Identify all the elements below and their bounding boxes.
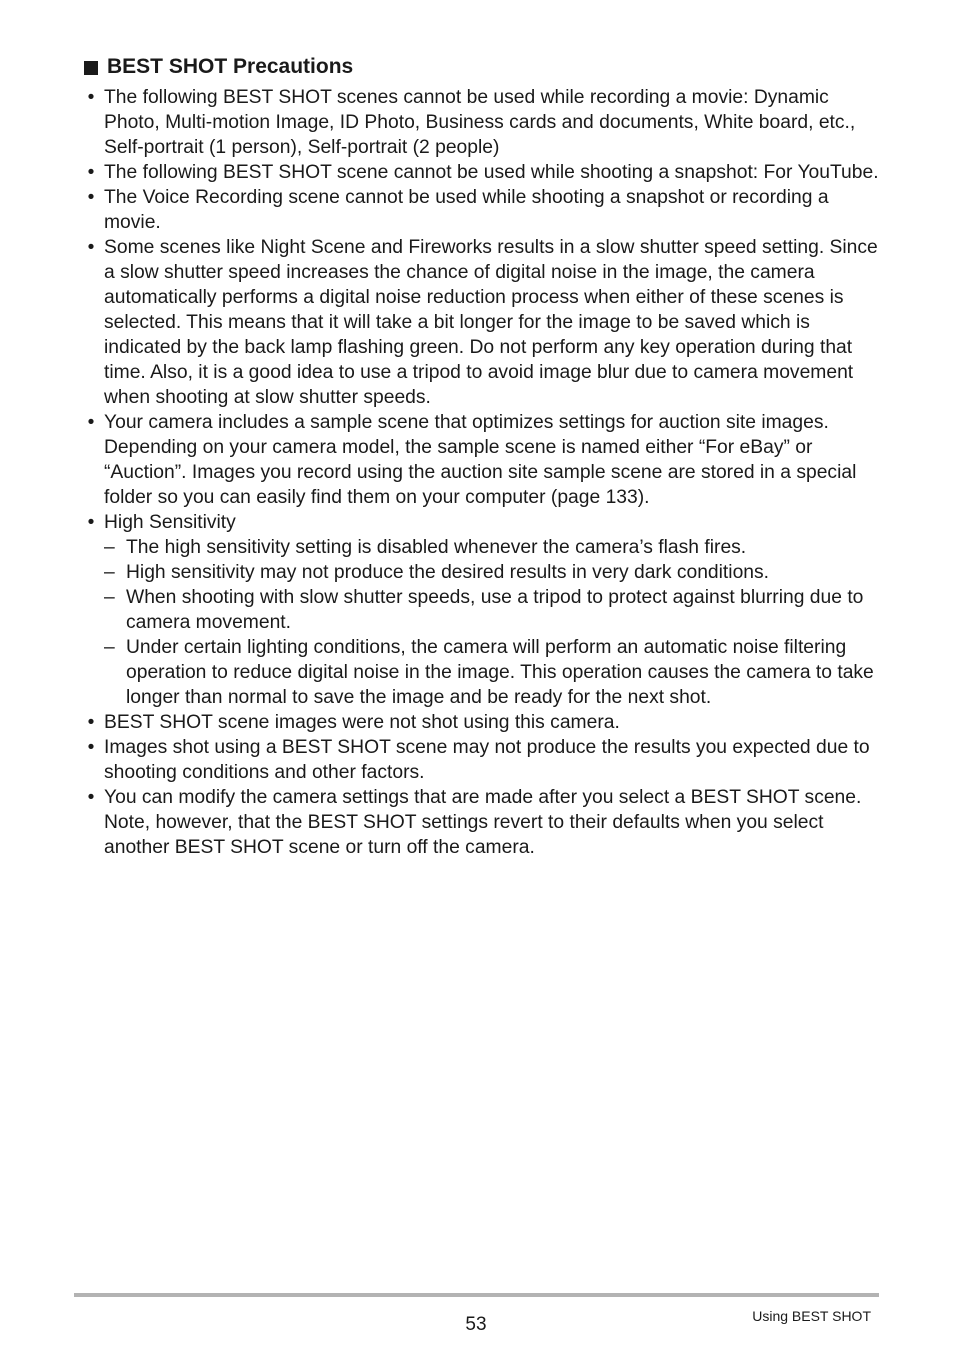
bullet-mark: •	[87, 162, 95, 183]
list-item	[84, 160, 884, 185]
bullet-mark: •	[87, 412, 95, 433]
bullet-mark: •	[87, 187, 95, 208]
footer-section-label: Using BEST SHOT	[752, 1308, 871, 1324]
section-heading	[84, 54, 353, 80]
dash-mark: –	[104, 537, 115, 558]
bullet-mark: •	[87, 237, 95, 258]
sub-list-item-text: Under certain lighting conditions, the camera will perform an automatic noise filtering operation to reduce digital noise in the image. This operation causes the camera to take longer than normal to save the image and be ready for the next shot.	[126, 637, 874, 708]
list-item-text: Some scenes like Night Scene and Fireworks results in a slow shutter speed setting. Since a slow shutter speed increases the chance of digital noise in the image, the camera automatically performs a digital noise reduction process when either of these scenes is selected. This means that it will take a bit longer for the image to be saved which is indicated by the back lamp flashing green. Do not perform any key operation during that time. Also, it is a good idea to use a tripod to avoid image blur due to camera movement when shooting at slow shutter speeds.	[104, 237, 878, 408]
list-item-text: High Sensitivity	[104, 512, 236, 533]
page-number: 53	[465, 1314, 487, 1335]
list-item	[84, 185, 884, 235]
list-item-high-sensitivity	[84, 510, 884, 535]
sub-list-item	[84, 535, 884, 560]
list-item-text: Images shot using a BEST SHOT scene may not produce the results you expected due to shooting conditions and other factors.	[104, 737, 870, 783]
dash-mark: –	[104, 587, 115, 608]
bullet-mark: •	[87, 787, 95, 808]
sub-list-item	[84, 585, 884, 635]
list-item	[84, 785, 884, 860]
footer-divider	[74, 1293, 879, 1297]
list-item-text: You can modify the camera settings that are made after you select a BEST SHOT scene. Note, however, that the BEST SHOT settings revert to their defaults when you select another BEST SHOT scene or turn off the camera.	[104, 787, 862, 858]
black-square-icon	[84, 61, 98, 75]
bullet-mark: •	[87, 87, 95, 108]
bullet-mark: •	[87, 737, 95, 758]
sub-list-item-text: When shooting with slow shutter speeds, use a tripod to protect against blurring due to camera movement.	[126, 587, 864, 633]
section-heading-text: BEST SHOT Precautions	[107, 55, 354, 78]
list-item	[84, 410, 884, 510]
precautions-list	[84, 85, 884, 860]
list-item-text: Your camera includes a sample scene that optimizes settings for auction site images. Depending on your camera model, the sample scene is named either “For eBay” or “Auction”. Images you record using the auction site sample scene are stored in a special folder so you can easily find them on your computer (page 133).	[104, 412, 857, 508]
sub-list-item-text: The high sensitivity setting is disabled whenever the camera’s flash fires.	[126, 537, 747, 558]
bullet-mark: •	[87, 512, 95, 533]
high-sensitivity-sublist	[84, 535, 884, 710]
list-item-text: The following BEST SHOT scene cannot be used while shooting a snapshot: For YouTube.	[104, 162, 879, 183]
sub-list-item	[84, 560, 884, 585]
list-item	[84, 85, 884, 160]
dash-mark: –	[104, 562, 115, 583]
list-item	[84, 235, 884, 410]
dash-mark: –	[104, 637, 115, 658]
sub-list-item	[84, 635, 884, 710]
list-item-text: The following BEST SHOT scenes cannot be used while recording a movie: Dynamic Photo, Multi-motion Image, ID Photo, Business cards and documents, White board, etc., Self-portrait (1 person), Self-portrait (2 people)	[104, 87, 856, 158]
list-item	[84, 710, 884, 735]
bullet-mark: •	[87, 712, 95, 733]
list-item-text: BEST SHOT scene images were not shot using this camera.	[104, 712, 620, 733]
sub-list-item-text: High sensitivity may not produce the desired results in very dark conditions.	[126, 562, 770, 583]
list-item	[84, 735, 884, 785]
list-item-text: The Voice Recording scene cannot be used while shooting a snapshot or recording a movie.	[104, 187, 829, 233]
